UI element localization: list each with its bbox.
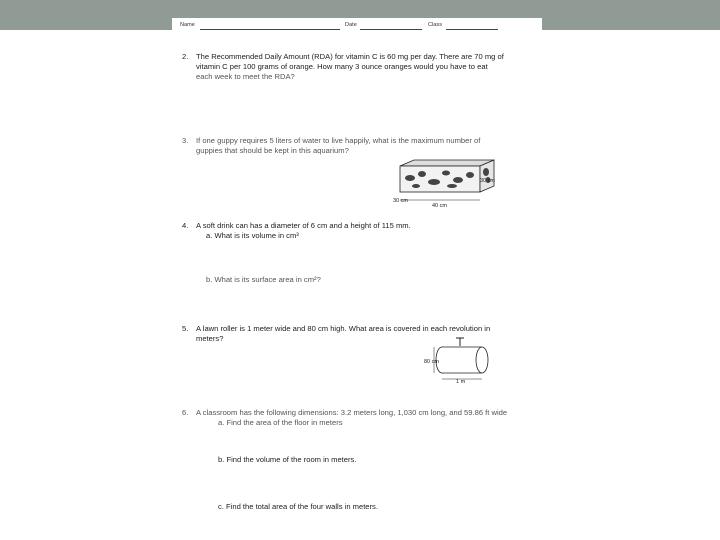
q5-line1: A lawn roller is 1 meter wide and 80 cm high. What area is covered in each revolution in: [196, 324, 491, 333]
date-label: Date: [345, 22, 357, 28]
q6-part-c: c. Find the total area of the four walls in meters.: [218, 502, 378, 511]
class-field-line: [446, 29, 498, 30]
q2-line1: The Recommended Daily Amount (RDA) for vitamin C is 60 mg per day. There are 70 mg of: [196, 52, 504, 61]
aquarium-height-label: 30 cm: [480, 178, 495, 184]
q3-line1: If one guppy requires 5 liters of water to live happily, what is the maximum number of: [196, 136, 481, 145]
q6-part-a: a. Find the area of the floor in meters: [218, 418, 343, 427]
q4-part-a: a. What is its volume in cm³: [206, 231, 299, 240]
roller-width-label: 1 m: [456, 379, 466, 385]
q2-line2: vitamin C per 100 grams of orange. How many 3 ounce oranges would you have to eat: [196, 62, 488, 71]
q6-line1: A classroom has the following dimensions: 3.2 meters long, 1,030 cm long, and 59.86 ft wide: [196, 408, 508, 417]
q5-number: 5.: [182, 324, 189, 333]
q4-line1: A soft drink can has a diameter of 6 cm and a height of 115 mm.: [196, 221, 411, 230]
name-label: Name: [180, 22, 195, 28]
name-field-line: [200, 29, 340, 30]
class-label: Class: [428, 22, 442, 28]
q4-part-b: b. What is its surface area in cm²?: [206, 275, 321, 284]
date-field-line: [360, 29, 422, 30]
aquarium-width-label: 30 cm: [393, 198, 408, 204]
lawn-roller-figure: [420, 336, 496, 386]
q6-number: 6.: [182, 408, 189, 417]
q5-line2: meters?: [196, 334, 224, 343]
q2-number: 2.: [182, 52, 189, 61]
aquarium-length-label: 40 cm: [432, 203, 447, 209]
worksheet-page: [172, 18, 542, 540]
q3-line2: guppies that should be kept in this aquarium?: [196, 146, 349, 155]
q3-number: 3.: [182, 136, 189, 145]
roller-height-label: 80 cm: [424, 359, 439, 365]
q4-number: 4.: [182, 221, 189, 230]
q2-line3: each week to meet the RDA?: [196, 72, 295, 81]
q6-part-b: b. Find the volume of the room in meters.: [218, 455, 357, 464]
aquarium-figure: [388, 158, 500, 228]
